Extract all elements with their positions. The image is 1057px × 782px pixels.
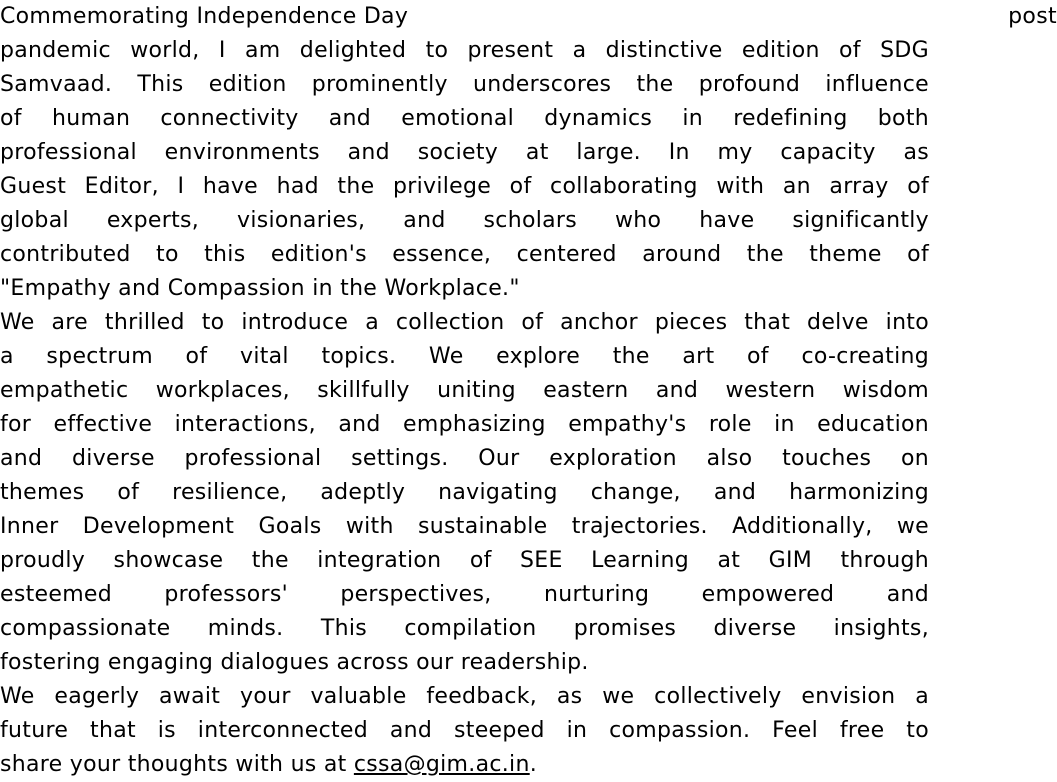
text-segment: . bbox=[529, 752, 537, 777]
text-segment: share your thoughts with us at bbox=[0, 752, 354, 777]
email-link[interactable]: cssa@gim.ac.in bbox=[353, 752, 530, 777]
text-line: professional environments and society at large. In my capacity as bbox=[0, 140, 929, 165]
text-line: pandemic world, I am delighted to present a distinctive edition of SDG bbox=[0, 38, 929, 63]
paragraph-intro bbox=[0, 0, 1057, 306]
text-line: We are thrilled to introduce a collection of anchor pieces that delve into bbox=[0, 310, 929, 335]
text-line: empathetic workplaces, skillfully uniting eastern and western wisdom bbox=[0, 378, 929, 403]
text-line: fostering engaging dialogues across our readership. bbox=[0, 650, 589, 675]
text-line: and diverse professional settings. Our exploration also touches on bbox=[0, 446, 929, 471]
paragraph-topics bbox=[0, 306, 929, 680]
text-line: Guest Editor, I have had the privilege of collaborating with an array of bbox=[0, 174, 929, 199]
text-line bbox=[0, 748, 929, 782]
text-line: proudly showcase the integration of SEE Learning at GIM through bbox=[0, 548, 929, 573]
text-line: compassionate minds. This compilation promises diverse insights, bbox=[0, 616, 929, 641]
text-line: for effective interactions, and emphasizing empathy's role in education bbox=[0, 412, 929, 437]
text-line: Inner Development Goals with sustainable trajectories. Additionally, we bbox=[0, 514, 929, 539]
text-line: We eagerly await your valuable feedback, as we collectively envision a bbox=[0, 684, 929, 709]
text-line: themes of resilience, adeptly navigating change, and harmonizing bbox=[0, 480, 929, 505]
text-line: Commemorating Independence Day post bbox=[0, 4, 1057, 29]
text-line: global experts, visionaries, and scholars who have significantly bbox=[0, 208, 929, 233]
paragraph-feedback bbox=[0, 680, 929, 782]
text-line: contributed to this edition's essence, centered around the theme of bbox=[0, 242, 929, 267]
text-line: future that is interconnected and steeped in compassion. Feel free to bbox=[0, 718, 929, 743]
text-line: of human connectivity and emotional dynamics in redefining both bbox=[0, 106, 929, 131]
text-line: Samvaad. This edition prominently underscores the profound influence bbox=[0, 72, 929, 97]
text-line: a spectrum of vital topics. We explore the art of co-creating bbox=[0, 344, 929, 369]
text-line: esteemed professors' perspectives, nurturing empowered and bbox=[0, 582, 929, 607]
text-line: "Empathy and Compassion in the Workplace." bbox=[0, 276, 520, 301]
